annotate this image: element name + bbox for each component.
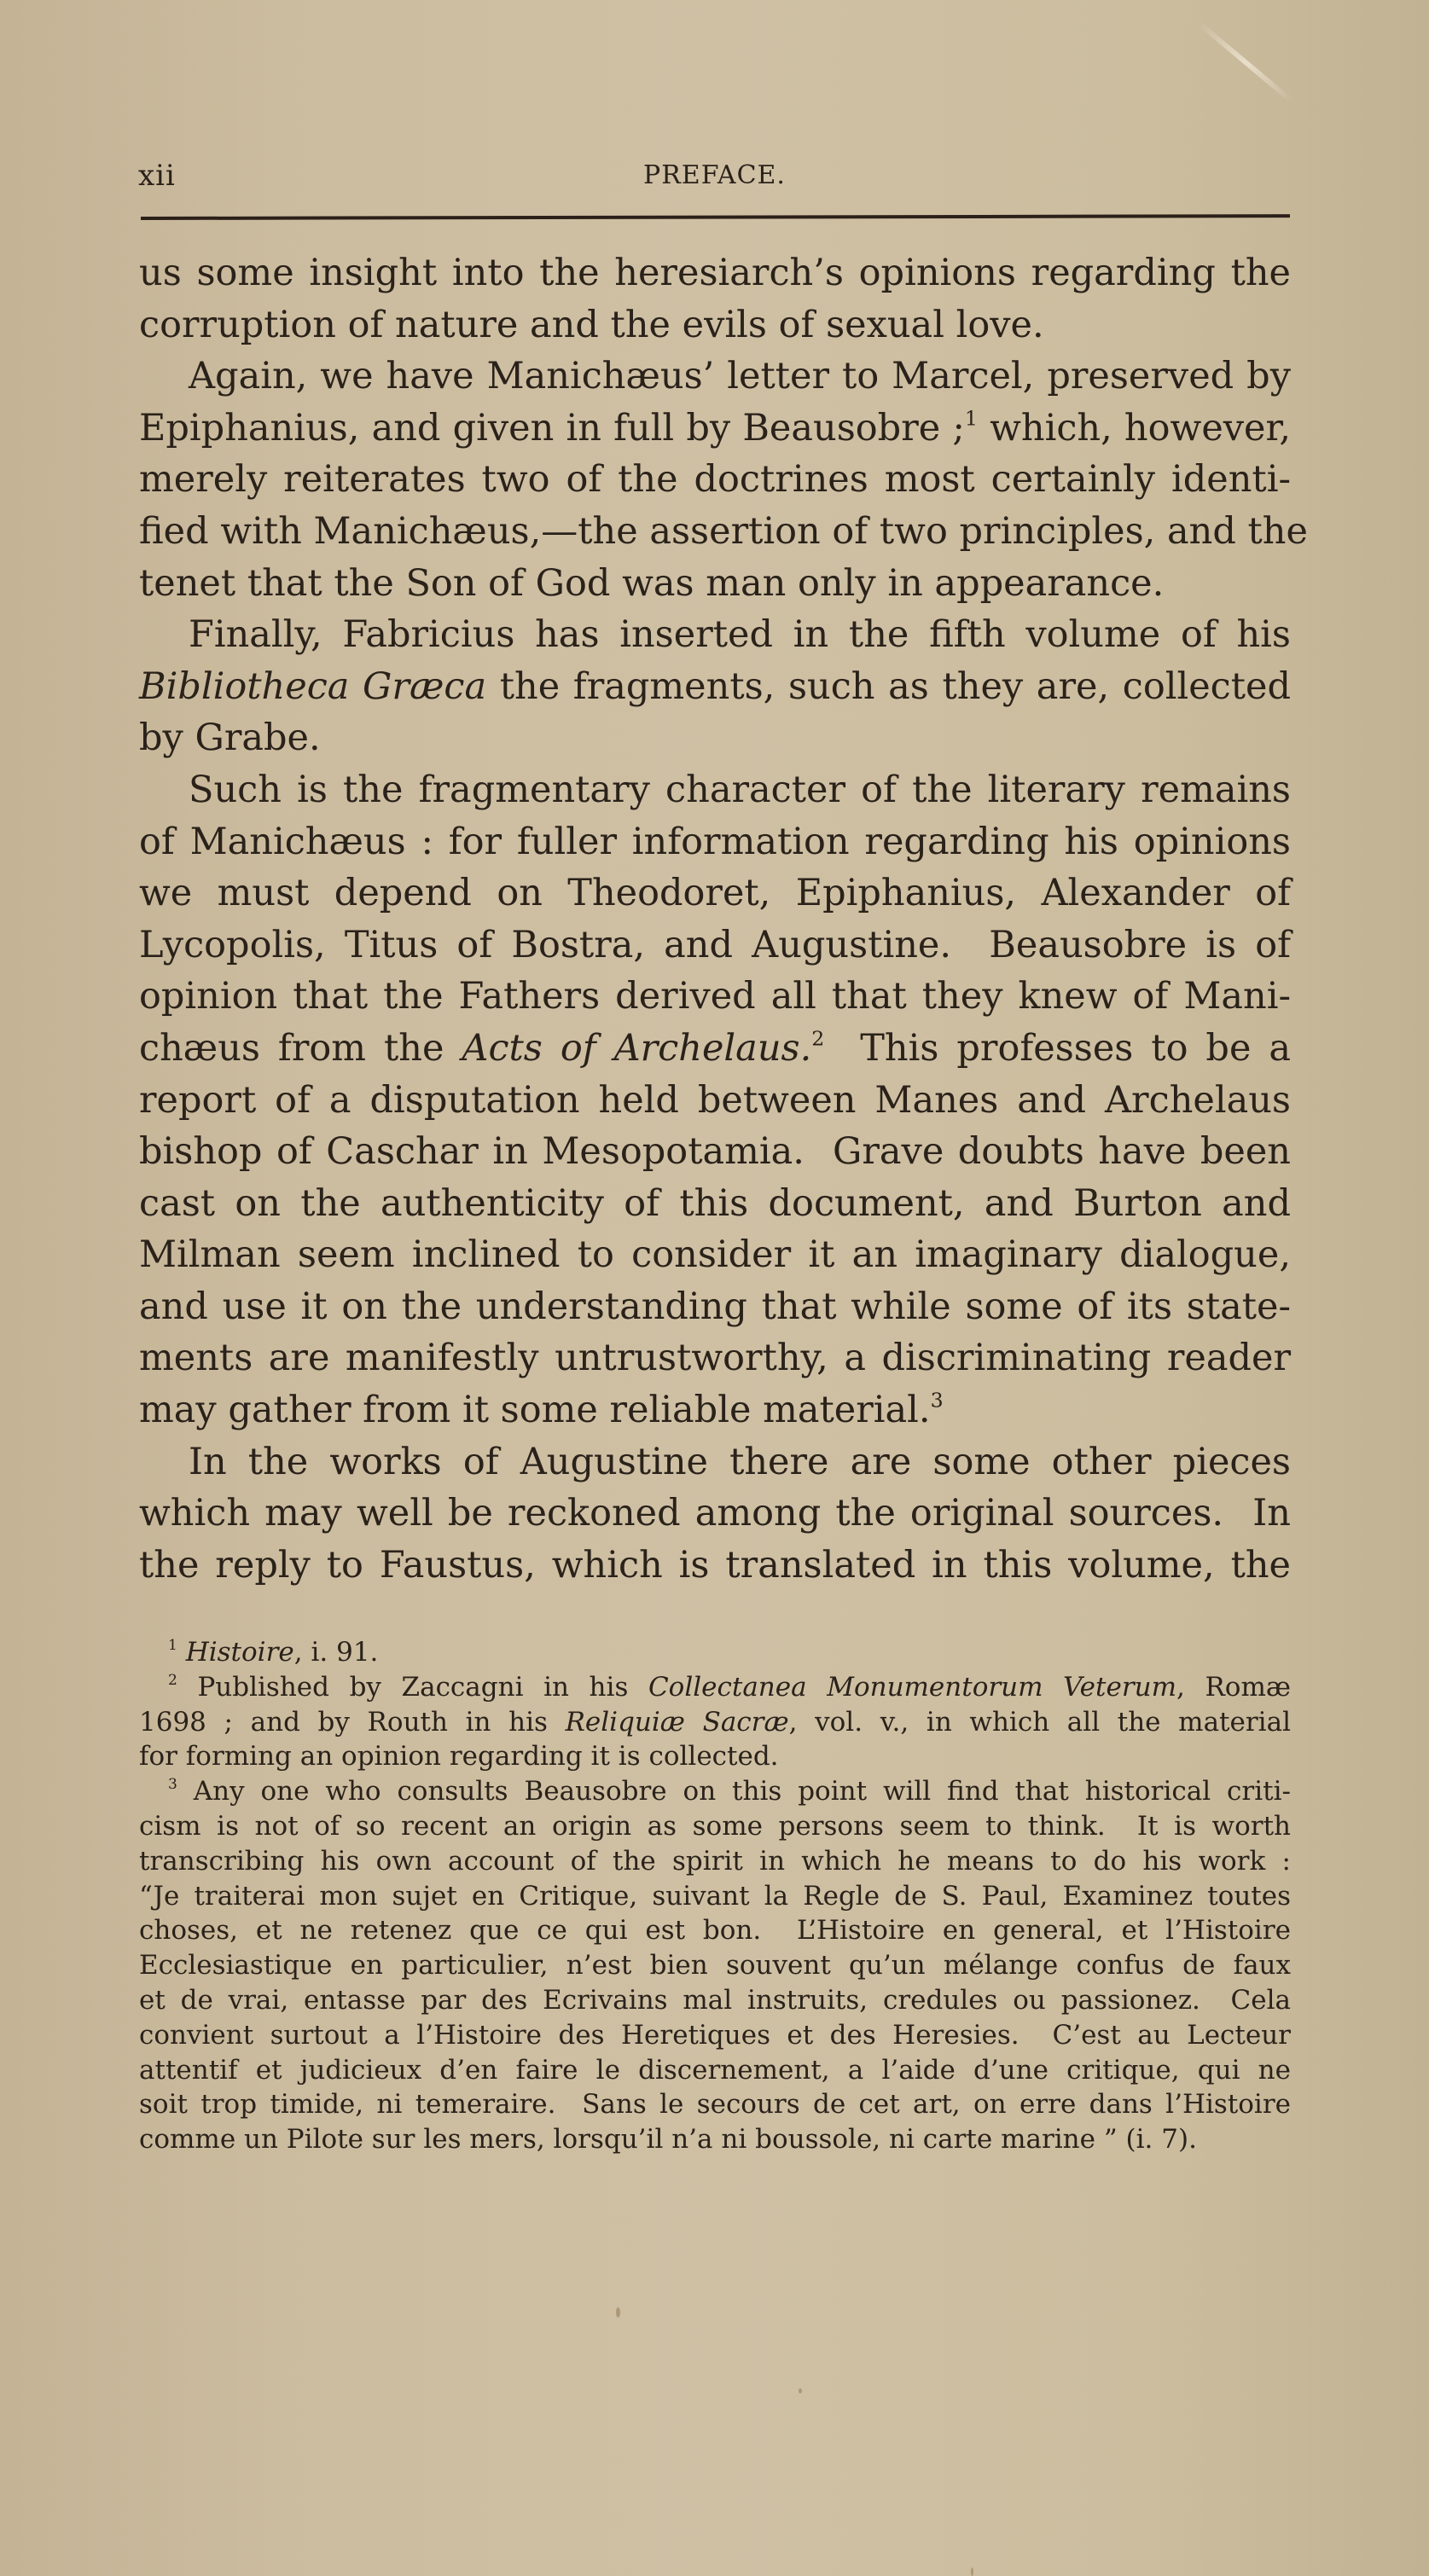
text-run: et de vrai, entasse par des Ecrivains mal instruits, credules ou passionez. Cela	[139, 1984, 1291, 2016]
footnote-line	[139, 1948, 1291, 1983]
text-run: bishop of Caschar in Mesopotamia. Grave doubts have been	[139, 1130, 1291, 1174]
running-head: PREFACE.	[643, 160, 786, 190]
text-run: for forming an opinion regarding it is collected.	[139, 1741, 779, 1772]
text-run: transcribing his own account of the spirit in which he means to do his work :	[139, 1845, 1291, 1877]
text-run: and use it on the understanding that while some of its state-	[139, 1285, 1291, 1328]
text-run: report of a disputation held between Manes and Archelaus	[139, 1078, 1291, 1122]
body-line	[139, 454, 1291, 506]
footnote-line	[139, 1809, 1291, 1844]
body-line	[139, 1540, 1291, 1592]
body-line	[139, 1281, 1291, 1333]
footnote-line	[139, 1983, 1291, 2018]
paragraph-start-line	[139, 764, 1291, 816]
body-text	[139, 247, 1308, 1591]
text-run: merely reiterates two of the doctrines most certainly identi-	[139, 458, 1291, 502]
body-line	[139, 867, 1291, 920]
text-run: by Grabe.	[139, 717, 321, 760]
text-run: opinion that the Fathers derived all that they knew of Mani-	[139, 975, 1291, 1018]
text-run: soit trop timide, ni temeraire. Sans le secours de cet art, on erre dans l’Histoire	[139, 2089, 1291, 2121]
text-run: which may well be reckoned among the original sources. In	[139, 1492, 1291, 1535]
text-run: the reply to Faustus, which is translated in this volume, the	[139, 1543, 1291, 1587]
body-line	[139, 506, 1308, 558]
text-run: we must depend on Theodoret, Epiphanius, Alexander of	[139, 872, 1291, 915]
footnote-2	[139, 1670, 1291, 1705]
text-run: chæus from the	[139, 1026, 462, 1070]
text-run: Ecclesiastique en particulier, n’est bien souvent qu’un mélange confus de faux	[139, 1950, 1291, 1981]
body-line	[139, 1023, 1291, 1075]
footnote-ref-2[interactable]: 2	[811, 1026, 825, 1051]
text-run: Any one who consults Beausobre on this point will find that historical criti-	[193, 1776, 1291, 1807]
footnote-line	[139, 1879, 1291, 1914]
body-line	[139, 1229, 1291, 1281]
body-line	[139, 661, 1291, 713]
body-line	[139, 299, 1291, 351]
footnote-line	[139, 2053, 1291, 2088]
footnote-line	[139, 1844, 1291, 1879]
text-run: , Romæ	[1176, 1671, 1292, 1703]
text-run: corruption of nature and the evils of sexual love.	[139, 303, 1044, 346]
body-line	[139, 403, 1291, 455]
footnote-line	[139, 2087, 1291, 2122]
body-line	[139, 1384, 1291, 1436]
book-title-italic: Histoire	[185, 1637, 294, 1668]
text-run: the fragments, such as they are, collected	[486, 664, 1292, 708]
text-run: Finally, Fabricius has inserted in the fifth volume of his	[189, 613, 1291, 657]
paper-speck	[799, 2388, 802, 2393]
footnote-1	[139, 1635, 1291, 1670]
body-line	[139, 1126, 1291, 1178]
body-line	[139, 558, 1291, 610]
book-title-italic: Collectanea Monumentorum Veterum	[648, 1671, 1177, 1703]
footnote-3	[139, 1774, 1291, 1809]
footnote-line	[139, 1705, 1291, 1740]
footnote-line	[139, 1739, 1291, 1774]
text-run: cast on the authenticity of this document, and Burton and	[139, 1181, 1291, 1225]
footnote-marker-2: 2	[168, 1672, 177, 1690]
text-run: , i. 91.	[293, 1637, 379, 1668]
text-run: Such is the fragmentary character of the literary remains	[189, 768, 1291, 811]
body-line	[139, 1075, 1291, 1127]
paper-speck	[971, 2567, 973, 2576]
text-run: convient surtout a l’Histoire des Heretiques et des Heresies. C’est au Lecteur	[139, 2019, 1291, 2051]
text-run: fied with Manichæus,—the assertion of two principles, and the	[139, 509, 1308, 553]
footnote-line	[139, 2018, 1291, 2053]
body-line	[139, 247, 1291, 299]
footnote-line	[139, 1913, 1291, 1948]
text-run: attentif et judicieux d’en faire le discernement, a l’aide d’une critique, qui ne	[139, 2054, 1291, 2086]
paper-crease	[1198, 22, 1292, 103]
text-run: Again, we have Manichæus’ letter to Marcel, preserved by	[189, 355, 1291, 398]
paper-speck	[616, 2307, 620, 2318]
text-run: cism is not of so recent an origin as some persons seem to think. It is worth	[139, 1810, 1291, 1842]
book-title-italic: Reliquiæ Sacræ	[565, 1706, 789, 1738]
body-line	[139, 1332, 1291, 1384]
text-run: which, however,	[977, 406, 1292, 450]
text-run: of Manichæus : for fuller information regarding his opinions	[139, 820, 1291, 863]
book-title-italic: Acts of Archelaus.	[462, 1026, 812, 1070]
text-run: may gather from it some reliable material.	[139, 1389, 931, 1432]
page-number: xii	[138, 159, 176, 193]
body-line	[139, 920, 1291, 972]
footnote-ref-1[interactable]: 1	[964, 406, 978, 431]
paragraph-start-line	[139, 351, 1291, 403]
book-title-italic: Bibliotheca Græca	[139, 664, 487, 708]
body-line	[139, 1178, 1291, 1230]
text-run: ments are manifestly untrustworthy, a discriminating reader	[139, 1337, 1291, 1380]
paragraph-start-line	[139, 1436, 1291, 1488]
body-line	[139, 816, 1291, 868]
text-run: This professes to be a	[824, 1026, 1291, 1070]
text-run: Milman seem inclined to consider it an imaginary dialogue,	[139, 1233, 1291, 1277]
footnotes	[139, 1635, 1291, 2157]
footnote-marker-3: 3	[168, 1776, 177, 1794]
body-line	[139, 712, 1291, 764]
footnote-ref-3[interactable]: 3	[930, 1388, 944, 1413]
text-run: Epiphanius, and given in full by Beausobre ;	[139, 406, 965, 450]
text-run: , vol. v., in which all the material	[788, 1706, 1291, 1738]
body-line	[139, 1488, 1291, 1540]
text-run: “Je traiterai mon sujet en Critique, suivant la Regle de S. Paul, Examinez toutes	[139, 1880, 1291, 1912]
footnote-line	[139, 2122, 1291, 2157]
text-run: choses, et ne retenez que ce qui est bon. L’Histoire en general, et l’Histoire	[139, 1915, 1291, 1947]
header-rule	[141, 214, 1290, 220]
text-run: tenet that the Son of God was man only in appearance.	[139, 561, 1165, 605]
paragraph-start-line	[139, 609, 1291, 661]
text-run: comme un Pilote sur les mers, lorsqu’il n’a ni boussole, ni carte marine ” (i. 7).	[139, 2124, 1197, 2155]
text-run: Published by Zaccagni in his	[197, 1671, 648, 1703]
text-run: us some insight into the heresiarch’s opinions regarding the	[139, 252, 1291, 294]
text-run: In the works of Augustine there are some other pieces	[189, 1440, 1291, 1483]
footnote-marker-1: 1	[168, 1637, 177, 1655]
text-run: 1698 ; and by Routh in his	[139, 1706, 566, 1738]
body-line	[139, 971, 1291, 1023]
text-run: Lycopolis, Titus of Bostra, and Augustine. Beausobre is of	[139, 923, 1291, 966]
